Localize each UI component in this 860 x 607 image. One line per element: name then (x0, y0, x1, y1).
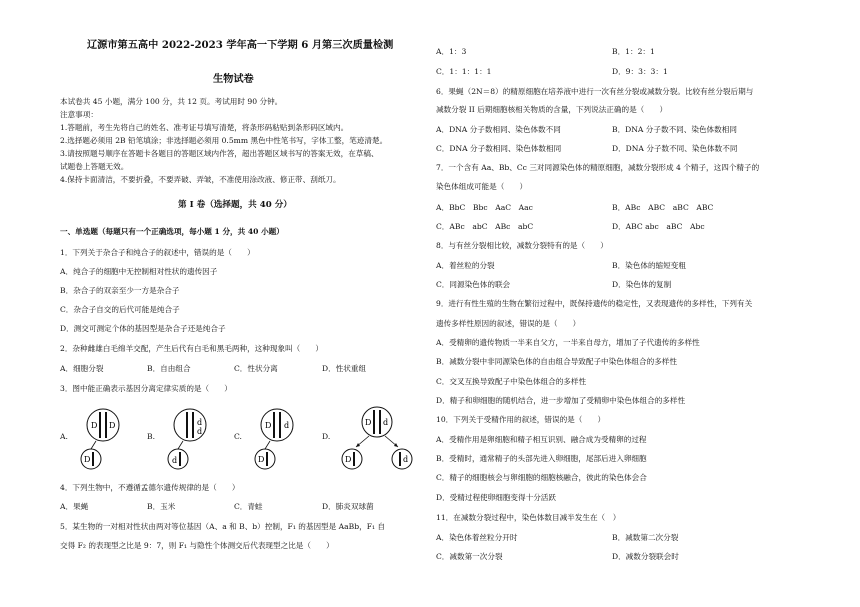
q7-option-b: B．ABc ABC aBC ABC (612, 203, 714, 212)
q3-stem: 3．图中能正确表示基因分离定律实质的是（ ） (60, 384, 232, 393)
svg-text:D: D (258, 455, 265, 464)
q2-option-d: D．性状重组 (322, 364, 367, 373)
q3-option-b: B. (147, 432, 155, 441)
q8-option-c: C．同源染色体的联会 (436, 280, 511, 289)
q6-stem-cont: 减数分裂 II 后期细胞核相关物质的含量，下列说法正确的是（ ） (436, 105, 668, 114)
svg-text:d: d (284, 421, 290, 430)
q5-option-b: B．1：2：1 (612, 47, 655, 56)
q9-option-a: A．受精卵的遗传物质一半来自父方，一半来自母方，增加了子代遗传的多样性 (436, 338, 700, 347)
svg-text:D: D (84, 455, 91, 464)
q9-option-d: D．精子和卵细胞的随机结合，进一步增加了受精卵中染色体组合的多样性 (436, 396, 686, 405)
q7-stem: 7．一个含有 Aa、Bb、Cc 三对同源染色体的精原细胞，减数分裂形成 4 个精子，这四个精子的 (436, 163, 760, 172)
q6-stem: 6．果蝇（2N＝8）的精原细胞在培养液中进行一次有丝分裂或减数分裂。比较有丝分裂后期与 (436, 87, 754, 96)
q9-stem-cont: 遗传多样性原因的叙述，错误的是（ ） (436, 319, 581, 328)
q9-option-c: C．交叉互换导致配子中染色体组合的多样性 (436, 377, 587, 386)
q11-stem: 11．在减数分裂过程中，染色体数目减半发生在（ ） (436, 513, 621, 522)
q2-option-b: B．自由组合 (147, 364, 191, 373)
q1-option-c: C．杂合子自交的后代可能是纯合子 (60, 305, 180, 314)
q5-stem-cont: 交得 F₂ 的表现型之比是 9：7，则 F₁ 与隐性个体测交后代表现型之比是（ ） (60, 541, 334, 550)
svg-text:D: D (265, 421, 272, 430)
q3-figure-a (72, 403, 134, 475)
q6-option-b: B．DNA 分子数不同、染色体数相同 (612, 125, 737, 134)
intro-line: 本试卷共 45 小题，满分 100 分，共 12 页。考试用时 90 分钟。 (60, 97, 283, 106)
q9-option-b: B．减数分裂中非同源染色体的自由组合导致配子中染色体组合的多样性 (436, 357, 677, 366)
q4-option-c: C．青蛙 (234, 502, 263, 511)
q4-stem: 4．下列生物中，不遵循孟德尔遗传规律的是（ ） (60, 483, 240, 492)
svg-text:d: d (197, 418, 203, 427)
q10-option-c: C．精子的细胞核会与卵细胞的细胞核融合，彼此的染色体会合 (436, 473, 647, 482)
q10-option-b: B．受精时，通常精子的头部先进入卵细胞，尾部后进入卵细胞 (436, 454, 647, 463)
q5-option-a: A．1：3 (436, 47, 467, 56)
q4-option-d: D．肺炎双球菌 (322, 502, 374, 511)
q2-option-c: C．性状分离 (234, 364, 278, 373)
notice-item-3: 3.请按照题号顺序在答题卡各题目的答题区域内作答，超出答题区域书写的答案无效，在草稿、 (60, 149, 379, 158)
q5-stem: 5．某生物的一对相对性状由两对等位基因（A、a 和 B、b）控制，F₁ 的基因型是 AaBb，F₁ 自 (60, 522, 386, 531)
q7-option-a: A．BbC Bbc AaC Aac (436, 203, 533, 212)
q6-option-d: D．DNA 分子数不同、染色体数不同 (612, 144, 738, 153)
svg-text:D: D (365, 418, 372, 427)
svg-text:D: D (345, 455, 352, 464)
q8-option-b: B．染色体的缩短变粗 (612, 261, 686, 270)
notice-item-2: 2.选择题必须用 2B 铅笔填涂；非选择题必须用 0.5mm 黑色中性笔书写，字体工整，笔迹清楚。 (60, 136, 388, 145)
q2-option-a: A．细胞分裂 (60, 364, 104, 373)
q4-option-b: B．玉米 (147, 502, 176, 511)
q11-option-b: B．减数第二次分裂 (612, 533, 679, 542)
notice-item-4: 4.保持卡面清洁，不要折叠，不要弄破、弄皱，不准使用涂改液、修正带、刮纸刀。 (60, 175, 341, 184)
exam-title: 辽源市第五高中 2022-2023 学年高一下学期 6 月第三次质量检测 (87, 39, 394, 51)
q7-option-d: D．ABC abc aBC Abc (612, 222, 705, 231)
notice-item-1: 1.答题前，考生先将自己的姓名、准考证号填写清楚，将条形码粘贴到条形码区域内。 (60, 123, 349, 132)
svg-text:d: d (197, 427, 203, 436)
q3-figure-d (336, 402, 418, 476)
q3-figure-b (159, 403, 221, 475)
q5-option-c: C．1：1：1：1 (436, 67, 492, 76)
q9-stem: 9．进行有性生殖的生物在繁衍过程中，既保持遗传的稳定性，又表现遗传的多样性，下列有关 (436, 299, 753, 308)
q8-stem: 8．与有丝分裂相比较，减数分裂特有的是（ ） (436, 241, 608, 250)
q8-option-d: D．染色体的复制 (612, 280, 672, 289)
svg-text:d: d (403, 455, 409, 464)
q11-option-c: C．减数第一次分裂 (436, 552, 503, 561)
q10-option-a: A．受精作用是卵细胞和精子相互识别、融合成为受精卵的过程 (436, 435, 647, 444)
q7-stem-cont: 染色体组成可能是（ ） (436, 182, 528, 191)
exam-subtitle: 生物试卷 (213, 73, 254, 85)
svg-text:D: D (109, 421, 116, 430)
q11-option-d: D．减数分裂联会时 (612, 552, 679, 561)
q1-option-d: D．测交可测定个体的基因型是杂合子还是纯合子 (60, 324, 226, 333)
part-1-title: 第 I 卷（选择题，共 40 分） (178, 200, 292, 210)
notice-item-3-cont: 试题卷上答题无效。 (60, 162, 129, 171)
svg-text:D: D (91, 421, 98, 430)
q3-figure-c (246, 403, 308, 475)
section-1-heading: 一、单选题（每题只有一个正确选项，每小题 1 分，共 40 小题） (60, 227, 284, 236)
q3-option-a: A. (60, 432, 68, 441)
notice-heading: 注意事项： (60, 110, 98, 119)
q3-option-d: D. (322, 432, 331, 441)
q6-option-a: A．DNA 分子数相同、染色体数不同 (436, 125, 561, 134)
svg-text:d: d (383, 418, 389, 427)
q5-option-d: D．9：3：3：1 (612, 67, 668, 76)
q11-option-a: A．染色体着丝粒分开时 (436, 533, 518, 542)
q4-option-a: A．果蝇 (60, 502, 89, 511)
q1-option-a: A．纯合子的细胞中无控制相对性状的遗传因子 (60, 267, 218, 276)
q1-option-b: B．杂合子的双亲至少一方是杂合子 (60, 286, 180, 295)
svg-text:d: d (172, 456, 178, 465)
q3-option-c: C. (234, 432, 242, 441)
q6-option-c: C．DNA 分子数相同、染色体数相同 (436, 144, 562, 153)
q7-option-c: C．ABc abC ABc abC (436, 222, 534, 231)
q1-stem: 1．下列关于杂合子和纯合子的叙述中，错误的是（ ） (60, 248, 255, 257)
q8-option-a: A．着丝粒的分裂 (436, 261, 495, 270)
q10-option-d: D．受精过程使卵细胞变得十分活跃 (436, 493, 556, 502)
q10-stem: 10．下列关于受精作用的叙述，错误的是（ ） (436, 415, 606, 424)
q2-stem: 2．杂种雌雄白毛绵羊交配，产生后代有白毛和黑毛两种，这种现象叫（ ） (60, 344, 324, 353)
